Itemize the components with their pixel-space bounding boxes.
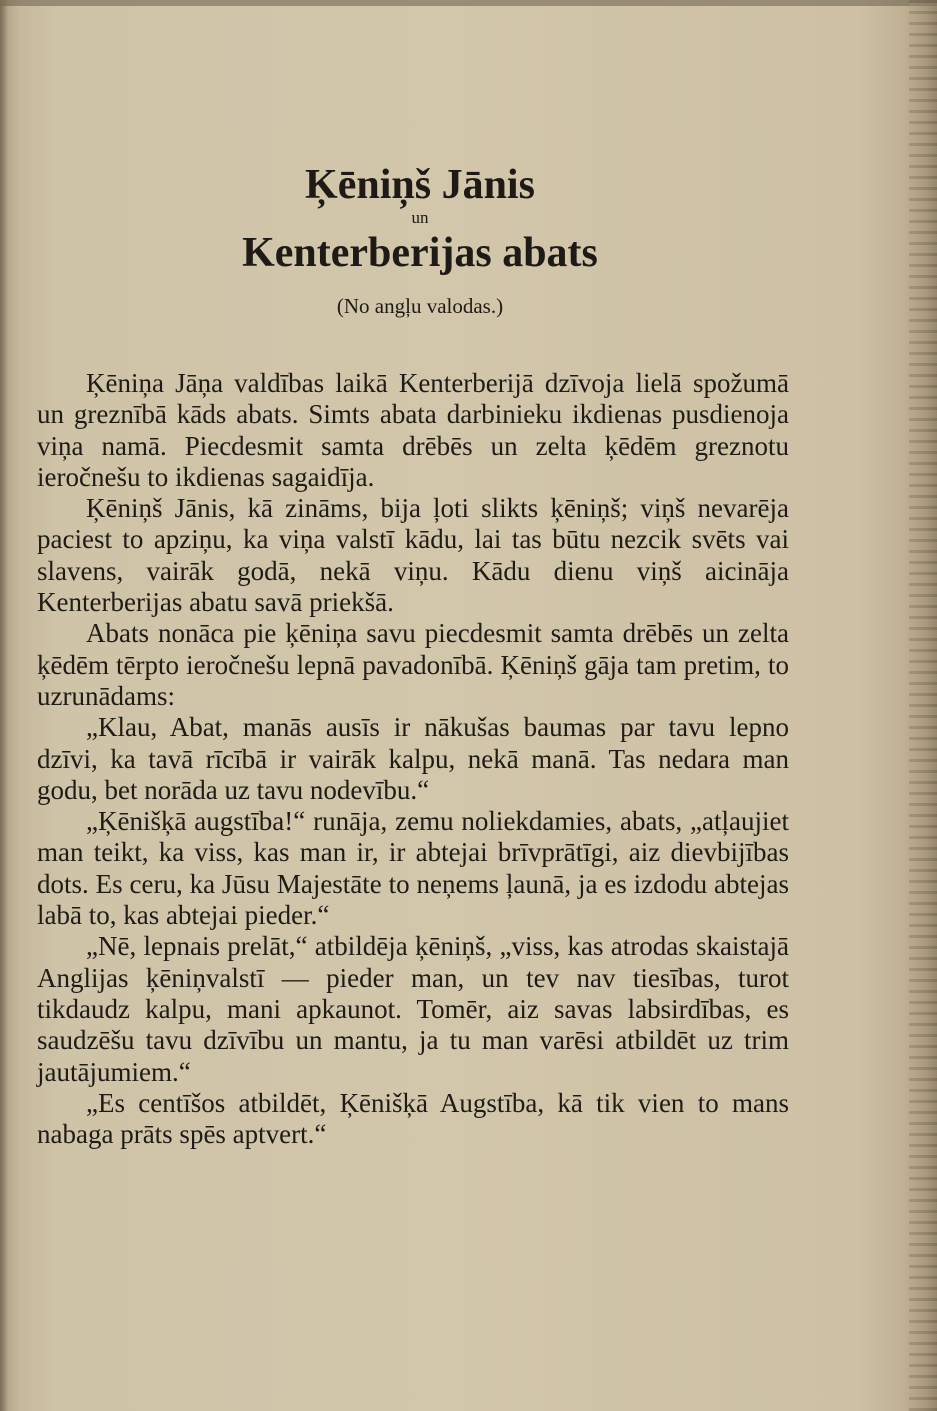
story-title-connector: un [411, 208, 429, 227]
paragraph-6: „Nē, lepnais prelāt,“ atbildēja ķēniņš, „viss, kas atrodas skaistajā Anglijas ķēniņvalstī — pieder man, un tev nav tiesības, turot tikdaudz kalpu, mani apkaunot. Tomēr, aiz savas labsirdības, es saudzēšu tavu dzīvību un mantu, ja tu man varēsi atbildēt uz trim jautājumiem.“ [37, 931, 789, 1087]
story-title-line-2: Kenterberijas abats [242, 230, 598, 276]
paragraph-3: Abats nonāca pie ķēniņa savu piecdesmit samta drēbēs un zelta ķēdēm tērpto ieročnešu lepnā pavadonībā. Ķēniņš gāja tam pretim, to uzrunādams: [37, 618, 789, 711]
paragraph-1: Ķēniņa Jāņa valdības laikā Kenterberijā dzīvoja lielā spožumā un greznībā kāds abats. Simts abata darbinieku ikdienas pusdienoja viņa namā. Piecdesmit samta drēbēs un zelta ķēdēm greznotu ieročnešu to ikdienas sagaidīja. [37, 368, 789, 492]
paragraph-7: „Es centīšos atbildēt, Ķēnišķā Augstība, kā tik vien to mans nabaga prāts spēs aptvert.“ [37, 1087, 789, 1150]
story-body [37, 368, 789, 1150]
page-top-edge [0, 0, 937, 6]
page-binding-edge [909, 0, 937, 1411]
story-title-line-1: Ķēniņš Jānis [305, 162, 535, 208]
story-subtitle: (No angļu valodas.) [336, 294, 504, 318]
paragraph-2: Ķēniņš Jānis, kā zināms, bija ļoti slikts ķēniņš; viņš nevarēja paciest to apziņu, ka viņa valstī kādu, lai tas būtu nezcik svēts vai slavens, vairāk godā, nekā viņu. Kādu dienu viņš aicināja Kenterberijas abatu savā priekšā. [37, 493, 789, 618]
paragraph-5: „Ķēnišķā augstība!“ runāja, zemu noliekdamies, abats, „atļaujiet man teikt, ka viss, kas man ir, ir abtejai brīvprātīgi, aiz dievbijības dots. Es ceru, ka Jūsu Majestāte to neņems ļaunā, ja es izdodu abtejas labā to, kas abtejai pieder.“ [37, 806, 789, 931]
paragraph-4: „Klau, Abat, manās ausīs ir nākušas baumas par tavu lepno dzīvi, ka tavā rīcībā ir vairāk kalpu, nekā manā. Tas nedara man godu, bet norāda uz tavu nodevību.“ [37, 712, 789, 805]
